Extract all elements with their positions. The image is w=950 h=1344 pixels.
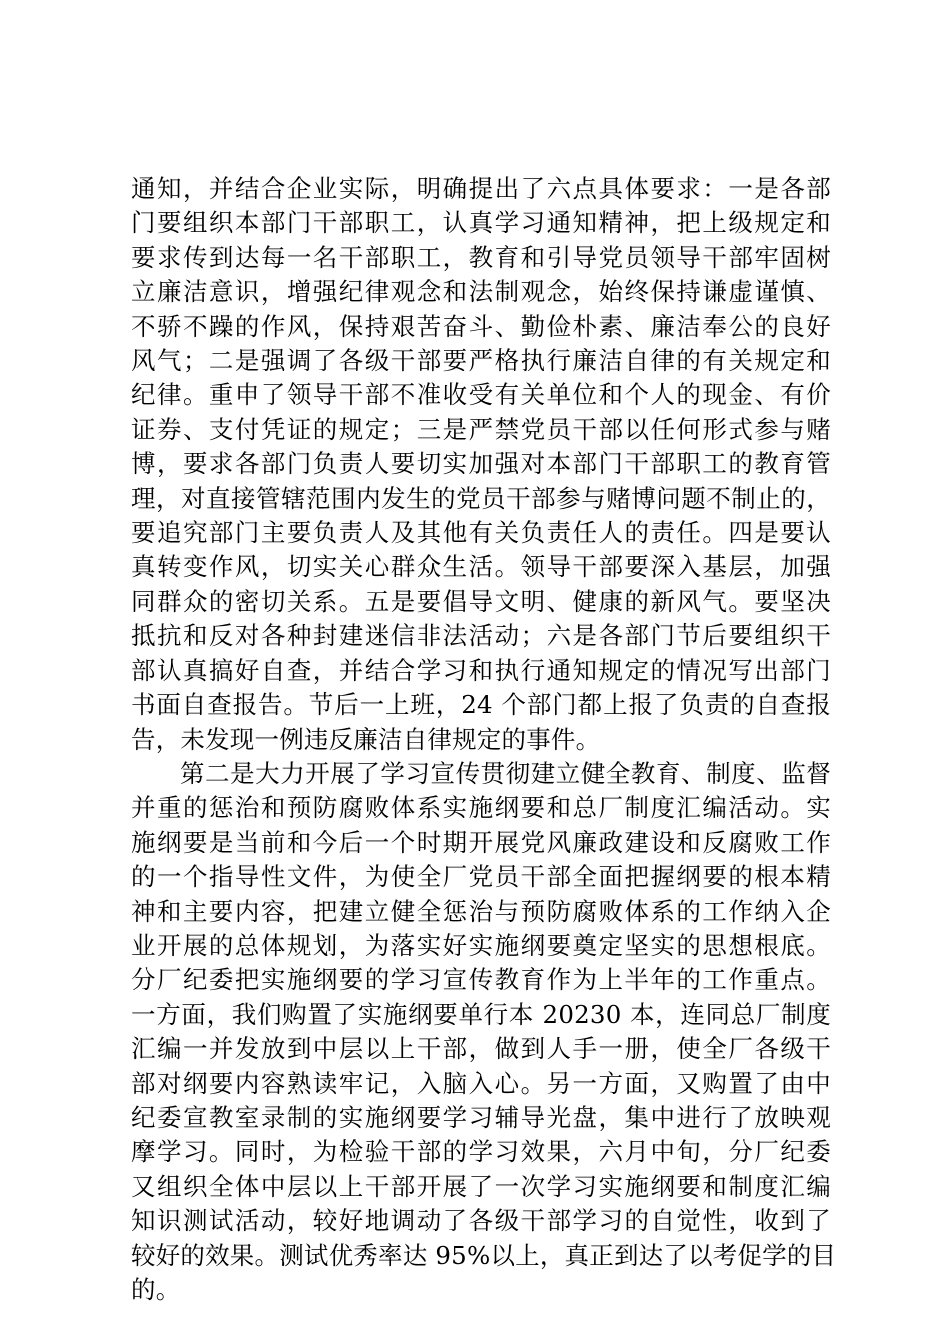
text-line: 通知，并结合企业实际，明确提出了六点具体要求：一是各部 bbox=[131, 174, 831, 203]
text-line: 的一个指导性文件，为使全厂党员干部全面把握纲要的根本精 bbox=[131, 862, 831, 892]
text-line: 纪律。重申了领导干部不准收受有关单位和个人的现金、有价 bbox=[131, 380, 831, 410]
text-line: 书面自查报告。节后一上班，24 个部门都上报了负责的自查报 bbox=[131, 690, 831, 720]
text-line: 业开展的总体规划，为落实好实施纲要奠定坚实的思想根底。 bbox=[131, 930, 831, 960]
text-line: 并重的惩治和预防腐败体系实施纲要和总厂制度汇编活动。实 bbox=[131, 793, 831, 823]
text-line: 纪委宣教室录制的实施纲要学习辅导光盘，集中进行了放映观 bbox=[131, 1102, 831, 1132]
body-text bbox=[131, 172, 837, 1307]
text-line: 风气；二是强调了各级干部要严格执行廉洁自律的有关规定和 bbox=[131, 346, 831, 376]
text-line: 要追究部门主要负责人及其他有关负责任人的责任。四是要认 bbox=[131, 518, 831, 548]
text-line: 较好的效果。测试优秀率达 95%以上，真正到达了以考促学的目 bbox=[131, 1240, 837, 1270]
text-line: 博，要求各部门负责人要切实加强对本部门干部职工的教育管 bbox=[131, 449, 831, 479]
text-line: 知识测试活动，较好地调动了各级干部学习的自觉性，收到了 bbox=[131, 1206, 831, 1236]
text-line: 门要组织本部门干部职工，认真学习通知精神，把上级规定和 bbox=[131, 208, 831, 238]
text-line: 证券、支付凭证的规定；三是严禁党员干部以任何形式参与赌 bbox=[131, 414, 831, 444]
text-line: 告，未发现一例违反廉洁自律规定的事件。 bbox=[131, 724, 601, 754]
text-line: 要求传到达每一名干部职工，教育和引导党员领导干部牢固树 bbox=[131, 242, 831, 272]
paragraph-1 bbox=[131, 172, 831, 757]
text-line: 同群众的密切关系。五是要倡导文明、健康的新风气。要坚决 bbox=[131, 586, 831, 616]
text-line: 真转变作风，切实关心群众生活。领导干部要深入基层，加强 bbox=[131, 552, 831, 582]
text-line: 分厂纪委把实施纲要的学习宣传教育作为上半年的工作重点。 bbox=[131, 965, 831, 995]
text-line: 立廉洁意识，增强纪律观念和法制观念，始终保持谦虚谨慎、 bbox=[131, 277, 831, 307]
text-line: 摩学习。同时，为检验干部的学习效果，六月中旬，分厂纪委 bbox=[131, 1137, 831, 1167]
paragraph-2 bbox=[131, 757, 837, 1308]
text-line: 汇编一并发放到中层以上干部，做到人手一册，使全厂各级干 bbox=[131, 1034, 831, 1064]
text-line: 部对纲要内容熟读牢记，入脑入心。另一方面，又购置了由中 bbox=[131, 1068, 831, 1098]
text-line: 不骄不躁的作风，保持艰苦奋斗、勤俭朴素、廉洁奉公的良好 bbox=[131, 311, 831, 341]
text-line: 施纲要是当前和今后一个时期开展党风廉政建设和反腐败工作 bbox=[131, 827, 831, 857]
text-line: 一方面，我们购置了实施纲要单行本 20230 本，连同总厂制度 bbox=[131, 999, 831, 1029]
text-line: 的。 bbox=[131, 1275, 181, 1304]
text-line: 抵抗和反对各种封建迷信非法活动；六是各部门节后要组织干 bbox=[131, 621, 831, 651]
text-line: 神和主要内容，把建立健全惩治与预防腐败体系的工作纳入企 bbox=[131, 896, 831, 926]
text-line: 理，对直接管辖范围内发生的党员干部参与赌博问题不制止的， bbox=[131, 483, 831, 513]
text-line: 第二是大力开展了学习宣传贯彻建立健全教育、制度、监督 bbox=[180, 758, 831, 788]
text-line: 又组织全体中层以上干部开展了一次学习实施纲要和制度汇编 bbox=[131, 1171, 831, 1201]
text-line: 部认真搞好自查，并结合学习和执行通知规定的情况写出部门 bbox=[131, 655, 831, 685]
